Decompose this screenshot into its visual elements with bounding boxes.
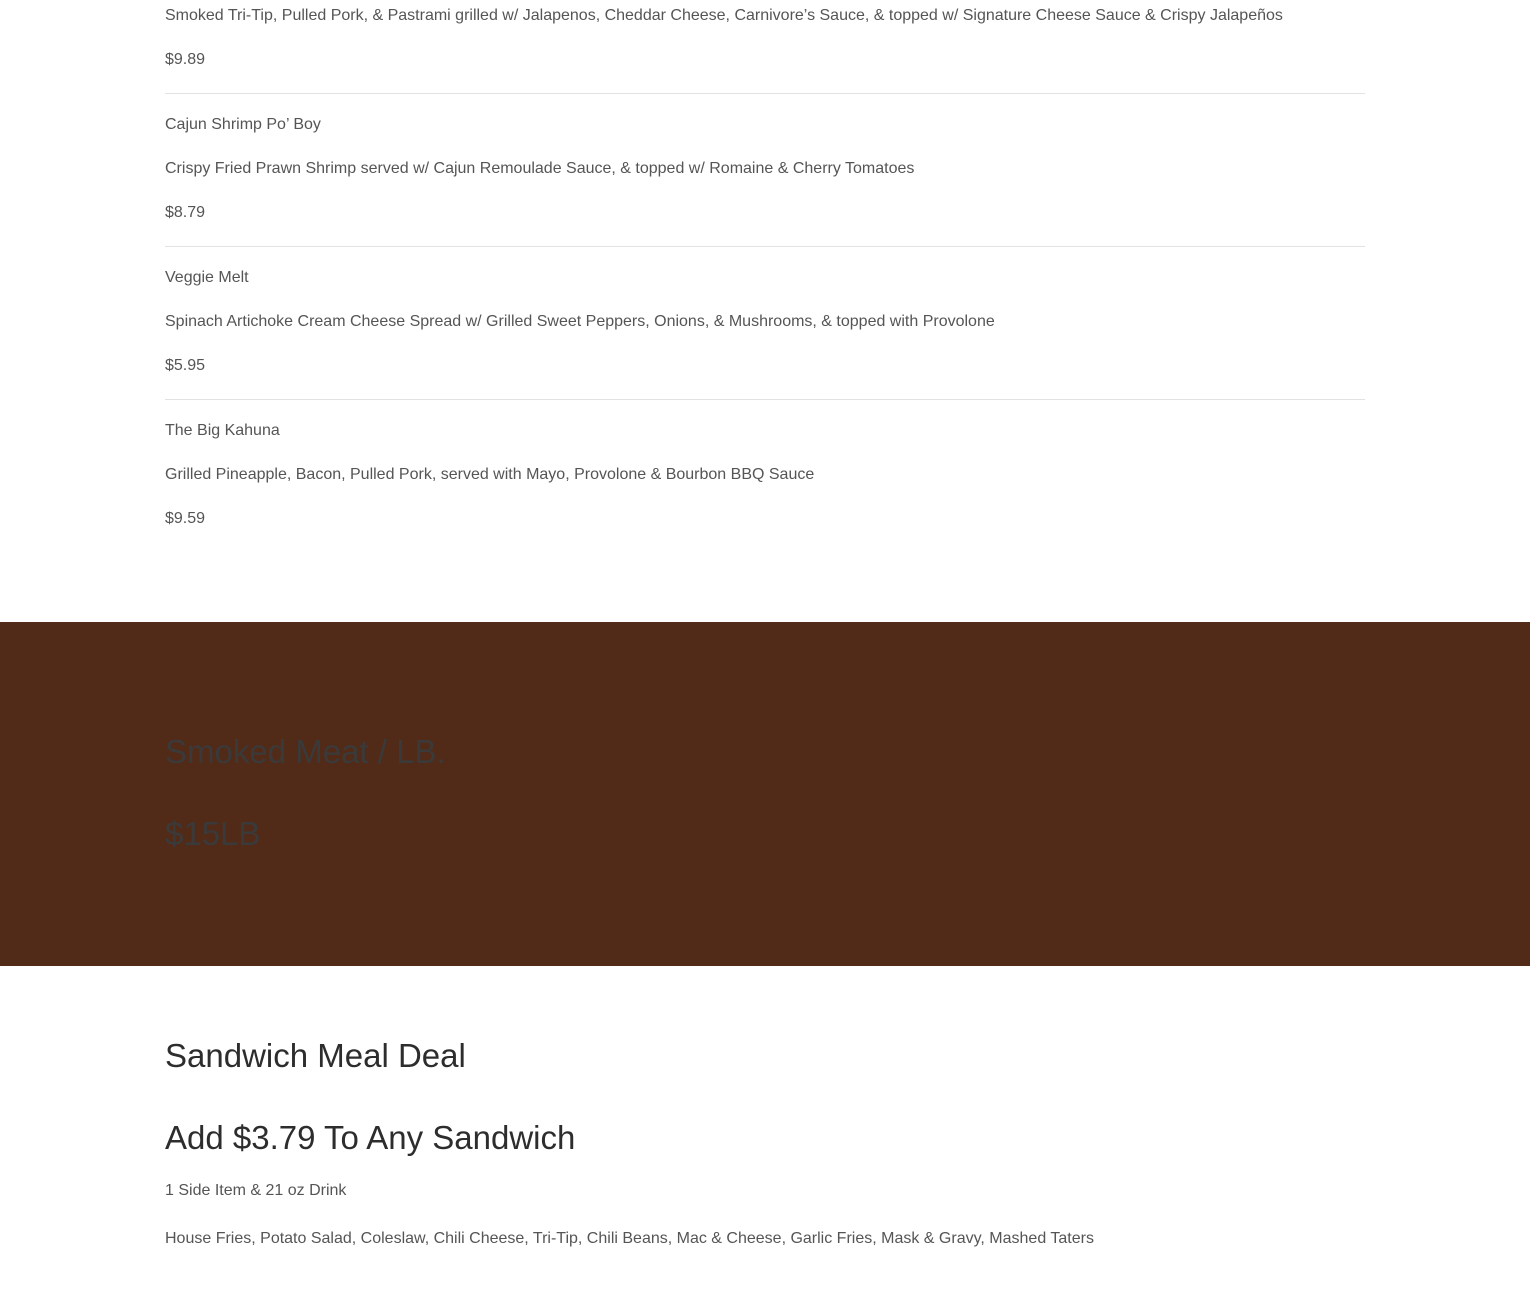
menu-item-name: Cajun Shrimp Po’ Boy [165,116,321,133]
menu-divider [165,246,1365,247]
meal-deal-detail: 1 Side Item & 21 oz Drink [165,1182,347,1199]
menu-item-price: $5.95 [165,357,206,374]
smoked-meat-title: Smoked Meat / LB. [165,733,446,770]
menu-divider [165,93,1365,94]
menu-item-name: The Big Kahuna [165,422,280,439]
meal-deal-title: Sandwich Meal Deal [165,1037,466,1074]
menu-item-price: $8.79 [165,204,206,221]
menu-item-description: Spinach Artichoke Cream Cheese Spread w/ Grilled Sweet Peppers, Onions, & Mushrooms, & topped with Provolone [165,313,995,330]
menu-item-description: Smoked Tri-Tip, Pulled Pork, & Pastrami grilled w/ Jalapenos, Cheddar Cheese, Carnivore’s Sauce, & topped w/ Signature Cheese Sauce & Crispy Jalapeños [165,7,1283,24]
smoked-meat-price: $15LB [165,815,261,852]
menu-item-price: $9.89 [165,51,206,68]
menu-item-description: Crispy Fried Prawn Shrimp served w/ Cajun Remoulade Sauce, & topped w/ Romaine & Cherry Tomatoes [165,160,915,177]
menu-item-name: Veggie Melt [165,269,249,286]
menu-divider [165,399,1365,400]
meal-deal-subtitle: Add $3.79 To Any Sandwich [165,1119,576,1156]
smoked-meat-band [0,622,1530,966]
meal-deal-sides: House Fries, Potato Salad, Coleslaw, Chili Cheese, Tri-Tip, Chili Beans, Mac & Cheese, Garlic Fries, Mask & Gravy, Mashed Taters [165,1230,1094,1247]
menu-item-price: $9.59 [165,510,206,527]
menu-item-description: Grilled Pineapple, Bacon, Pulled Pork, served with Mayo, Provolone & Bourbon BBQ Sauce [165,466,815,483]
